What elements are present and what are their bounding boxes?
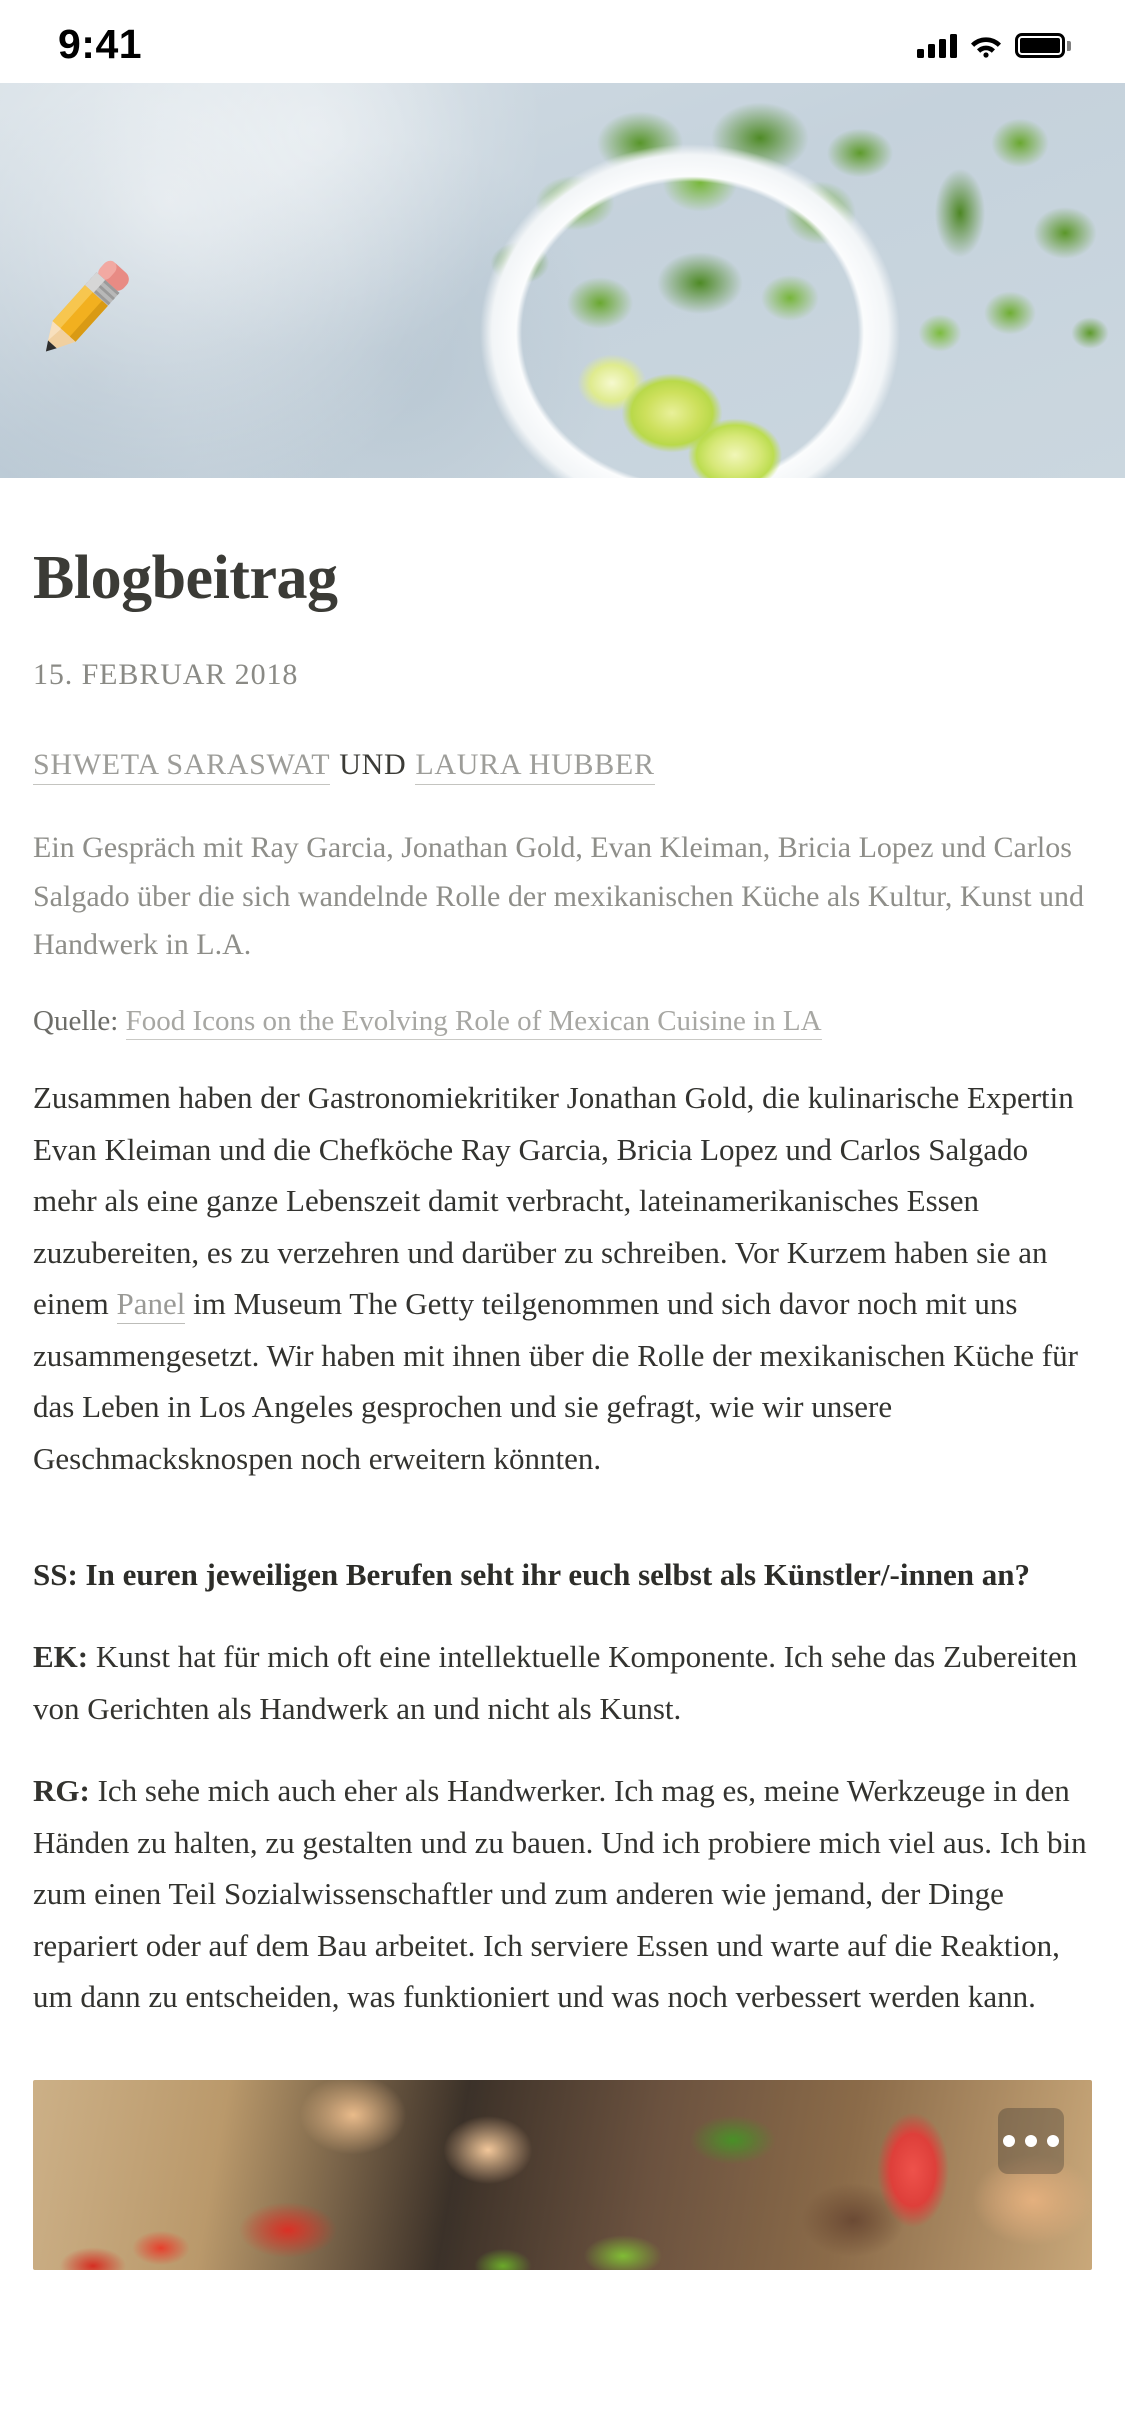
interview-question: SS: In euren jeweiligen Berufen seht ihr euch selbst als Künstler/-innen an? [33, 1557, 1030, 1593]
intro-paragraph [33, 1072, 1092, 1484]
post-date: 15. FEBRUAR 2018 [33, 658, 299, 692]
more-options-icon[interactable] [998, 2108, 1064, 2174]
byline-conjunction: UND [339, 748, 407, 782]
source-line [33, 1000, 1092, 1044]
pencil-emoji [28, 249, 144, 365]
interview-answer [33, 1631, 1092, 1734]
interview-answer [33, 1765, 1092, 2022]
answer-speaker: EK: [33, 1639, 89, 1675]
cellular-signal-icon [917, 34, 957, 58]
byline [33, 748, 1092, 782]
battery-full-icon [1015, 33, 1071, 58]
answer-text: Kunst hat für mich oft eine intellektuelle Komponente. Ich sehe das Zubereiten von Gerichten als Handwerk an und nicht als Kunst. [33, 1639, 1078, 1726]
article-body [0, 544, 1125, 2022]
intro-text-part-2: im Museum The Getty teilgenommen und sich davor noch mit uns zusammengesetzt. Wir haben mit ihnen über die Rolle der mexikanischen Küche für das Leben in Los Angeles gesprochen und sie gefragt, wie wir unsere Geschmacksknospen noch erweitern könnten. [33, 1286, 1078, 1476]
source-label: Quelle: [33, 1004, 119, 1037]
page-title: Blogbeitrag [33, 544, 338, 612]
status-bar-time: 9:41 [58, 21, 143, 67]
author-link-primary[interactable]: SHWETA SARASWAT [33, 748, 330, 785]
wifi-icon [970, 34, 1002, 58]
status-bar-indicators [917, 33, 1071, 58]
answer-text: Ich sehe mich auch eher als Handwerker. Ich mag es, meine Werkzeuge in den Händen zu halten, zu gestalten und zu bauen. Und ich probiere mich viel aus. Ich bin zum einen Teil Sozialwissenschaftler und zum anderen wie jemand, der Dinge repariert oder auf dem Bau arbeitet. Ich serviere Essen und warte auf die Reaktion, um dann zu entscheiden, was funktioniert und was noch verbessert werden kann. [33, 1773, 1087, 2015]
inline-figure-photo [33, 2080, 1092, 2270]
hero-image [0, 83, 1125, 478]
inline-figure [33, 2080, 1092, 2270]
status-bar [0, 0, 1125, 83]
author-link-secondary[interactable]: LAURA HUBBER [415, 748, 654, 785]
answer-speaker: RG: [33, 1773, 90, 1809]
lead-paragraph: Ein Gespräch mit Ray Garcia, Jonathan Gold, Evan Kleiman, Bricia Lopez und Carlos Salgado über die sich wandelnde Rolle der mexikanischen Küche als Kultur, Kunst und Handwerk in L.A. [33, 831, 1085, 962]
intro-text-part-1: Zusammen haben der Gastronomiekritiker Jonathan Gold, die kulinarische Expertin Evan Kleiman und die Chefköche Ray Garcia, Bricia Lopez und Carlos Salgado mehr als eine ganze Lebenszeit damit verbracht, lateinamerikanisches Essen zuzubereiten, es zu verzehren und darüber zu schreiben. Vor Kurzem haben sie an einem [33, 1080, 1074, 1322]
source-link[interactable]: Food Icons on the Evolving Role of Mexican Cuisine in LA [126, 1005, 822, 1040]
hero-photo [0, 83, 1125, 478]
panel-link[interactable]: Panel [117, 1286, 186, 1324]
